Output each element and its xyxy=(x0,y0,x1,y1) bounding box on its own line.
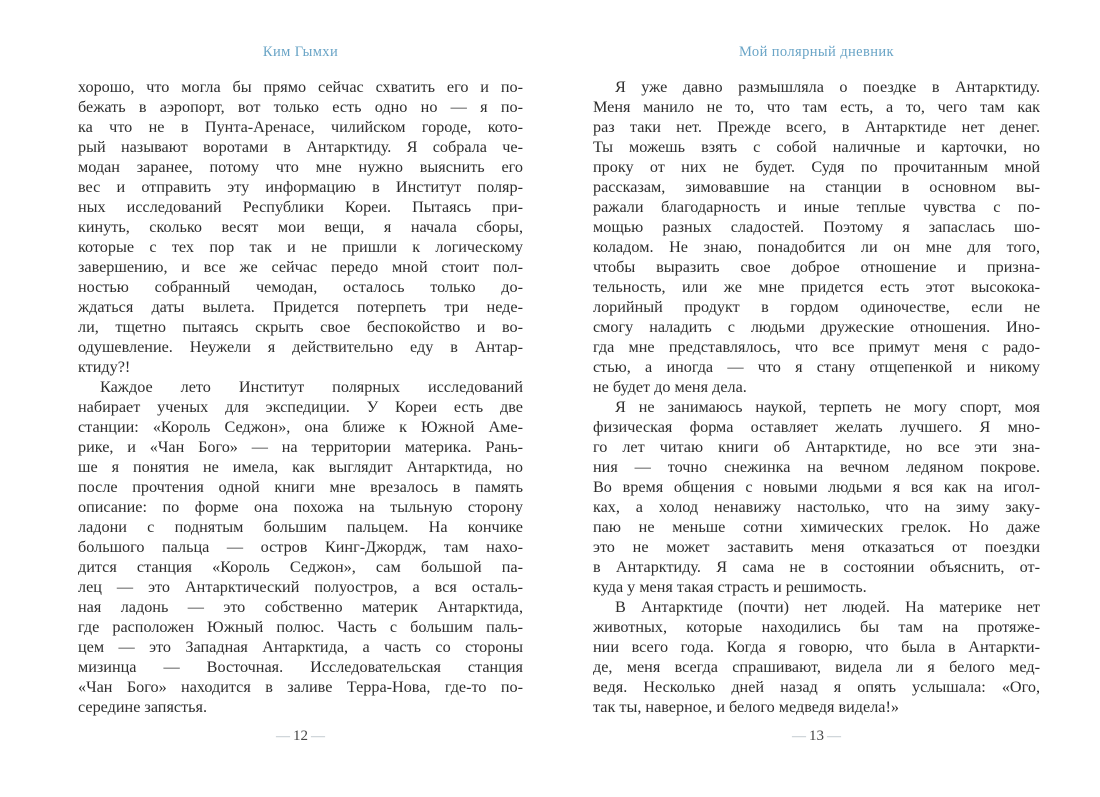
text-line: раз таки нет. Прежде всего, в Антарктиде нет денег. xyxy=(593,118,1040,136)
text-line: Ты можешь взять с собой наличные и карточки, но xyxy=(593,138,1040,156)
text-line: ли, тщетно пытаясь скрыть свое беспокойство и во- xyxy=(78,318,523,336)
page-number-right xyxy=(593,728,1040,745)
text-line: животных, которые находились бы там на протяже- xyxy=(593,618,1040,636)
text-line: нии всего года. Когда я говорю, что была в Антаркти- xyxy=(593,638,1040,656)
text-line: мощью разных сладостей. Поэтому я запаслась шо- xyxy=(593,218,1040,236)
text-line: чтобы выразить свое доброе отношение и призна- xyxy=(593,258,1040,276)
running-header-title: Мой полярный дневник xyxy=(738,44,894,60)
text-line: ках, а холод ненавижу настолько, что на зиму заку- xyxy=(593,498,1040,516)
text-line: Во время общения с новыми людьми я вся как на игол- xyxy=(593,478,1040,496)
text-line: где расположен Южный полюс. Часть с большим паль- xyxy=(78,618,523,636)
folio-number: 13 xyxy=(809,728,824,744)
folio-dash-icon: — xyxy=(827,729,841,744)
text-line: коладом. Не знаю, понадобится ли он мне для того, xyxy=(593,238,1040,256)
text-line: стью, а иногда — что я стану отщепенкой и никому xyxy=(593,358,1040,376)
text-line: го лет читаю книги об Антарктиде, но все эти зна- xyxy=(593,438,1040,456)
text-line: паю не меньше сотни химических грелок. Но даже xyxy=(593,518,1040,536)
text-line: лец — это Антарктический полуостров, а вся осталь- xyxy=(78,578,523,596)
text-line: физическая форма оставляет желать лучшего. Я мно- xyxy=(593,418,1040,436)
text-line: тельность, или же мне придется есть этот высокока- xyxy=(593,278,1040,296)
text-line: цем — это Западная Антарктида, а часть со стороны xyxy=(78,638,523,656)
text-line: середине запястья. xyxy=(78,698,208,716)
text-line: Меня манило не то, что там есть, а то, чего там как xyxy=(593,98,1040,116)
text-line: ктиду?! xyxy=(78,358,131,376)
page-body-left xyxy=(78,77,523,717)
text-line: рике, и «Чан Бого» — на территории материка. Рань- xyxy=(78,438,523,456)
folio-number: 12 xyxy=(293,728,308,744)
folio-dash-icon: — xyxy=(311,729,325,744)
page-left xyxy=(78,0,523,797)
paragraph xyxy=(593,397,1040,597)
text-line: хорошо, что могла бы прямо сейчас схватить его и по- xyxy=(78,78,523,96)
text-line: рассказам, зимовавшие на станции в основном вы- xyxy=(593,178,1040,196)
text-line: ния — точно снежинка на вечном ледяном покрове. xyxy=(593,458,1040,476)
page-number-left xyxy=(78,728,523,745)
text-line: мизинца — Восточная. Исследовательская станция xyxy=(78,658,523,676)
text-line: ведя. Несколько дней назад я опять услышала: «Ого, xyxy=(593,678,1040,696)
text-line: ше я понятия не имела, как выглядит Антарктида, но xyxy=(78,458,523,476)
text-line: «Чан Бого» находится в заливе Терра-Нова, где-то по- xyxy=(78,678,523,696)
text-line: Каждое лето Институт полярных исследований xyxy=(100,378,523,396)
text-line: ладони с поднятым большим пальцем. На кончике xyxy=(78,518,523,536)
text-line: так ты, наверное, и белого медведя видела!» xyxy=(593,698,899,716)
text-line: набирает ученых для экспедиции. У Кореи есть две xyxy=(78,398,523,416)
text-line: смогу наладить с людьми дружеские отношения. Ино- xyxy=(593,318,1040,336)
text-line: гда мне представлялось, что все примут меня с радо- xyxy=(593,338,1040,356)
text-line: ная ладонь — это собственно материк Антарктида, xyxy=(78,598,523,616)
text-line: которые с тех пор так и не пришли к логическому xyxy=(78,238,523,256)
text-line: дится станция «Король Седжон», сам большой па- xyxy=(78,558,523,576)
text-line: проку от них не будет. Судя по прочитанным мной xyxy=(593,158,1040,176)
text-line: завершению, и все же сейчас передо мной стоит пол- xyxy=(78,258,523,276)
text-line: модан заранее, потому что мне нужно выяснить его xyxy=(78,158,523,176)
page-right xyxy=(593,0,1040,797)
text-line: бежать в аэропорт, вот только есть одно но — я по- xyxy=(78,98,523,116)
text-line: кинуть, сколько весят мои вещи, я начала сборы, xyxy=(78,218,523,236)
text-line: лорийный продукт в гордом одиночестве, если не xyxy=(593,298,1040,316)
folio-dash-icon: — xyxy=(276,729,290,744)
text-line: рый называют воротами в Антарктиду. Я собрала че- xyxy=(78,138,523,156)
text-line: после прочтения одной книги мне врезалось в память xyxy=(78,478,523,496)
page-body-right xyxy=(593,77,1040,717)
text-line: станции: «Король Седжон», она ближе к Южной Аме- xyxy=(78,418,523,436)
text-line: Я уже давно размышляла о поездке в Антарктиду. xyxy=(615,78,1040,96)
text-line: большого пальца — остров Кинг-Джордж, там нахо- xyxy=(78,538,523,556)
text-line: ных исследований Республики Кореи. Пытаясь при- xyxy=(78,198,523,216)
text-line: де, меня всегда спрашивают, видела ли я белого мед- xyxy=(593,658,1040,676)
text-line: не будет до меня дела. xyxy=(593,378,747,396)
text-line: Я не занимаюсь наукой, терпеть не могу спорт, моя xyxy=(615,398,1040,416)
folio-dash-icon: — xyxy=(792,729,806,744)
paragraph xyxy=(78,377,523,717)
text-line: вес и отправить эту информацию в Институт поляр- xyxy=(78,178,523,196)
text-line: ностью собранный чемодан, осталось только до- xyxy=(78,278,523,296)
text-line: ражали благодарность и иные теплые чувства с по- xyxy=(593,198,1040,216)
running-header-author: Ким Гымхи xyxy=(262,44,339,60)
text-line: куда у меня такая страсть и решимость. xyxy=(593,578,867,596)
text-line: ждаться даты вылета. Придется потерпеть три неде- xyxy=(78,298,523,316)
paragraph xyxy=(78,77,523,377)
paragraph xyxy=(593,597,1040,717)
text-line: в Антарктиду. Я сама не в состоянии объяснить, от- xyxy=(593,558,1040,576)
text-line: одушевление. Неужели я действительно еду в Антар- xyxy=(78,338,523,356)
paragraph xyxy=(593,77,1040,397)
text-line: В Антарктиде (почти) нет людей. На материке нет xyxy=(615,598,1040,616)
text-line: описание: по форме она похожа на тыльную сторону xyxy=(78,498,523,516)
text-line: ка что не в Пунта-Аренасе, чилийском городе, кото- xyxy=(78,118,523,136)
text-line: это не может заставить меня отказаться от поездки xyxy=(593,538,1040,556)
